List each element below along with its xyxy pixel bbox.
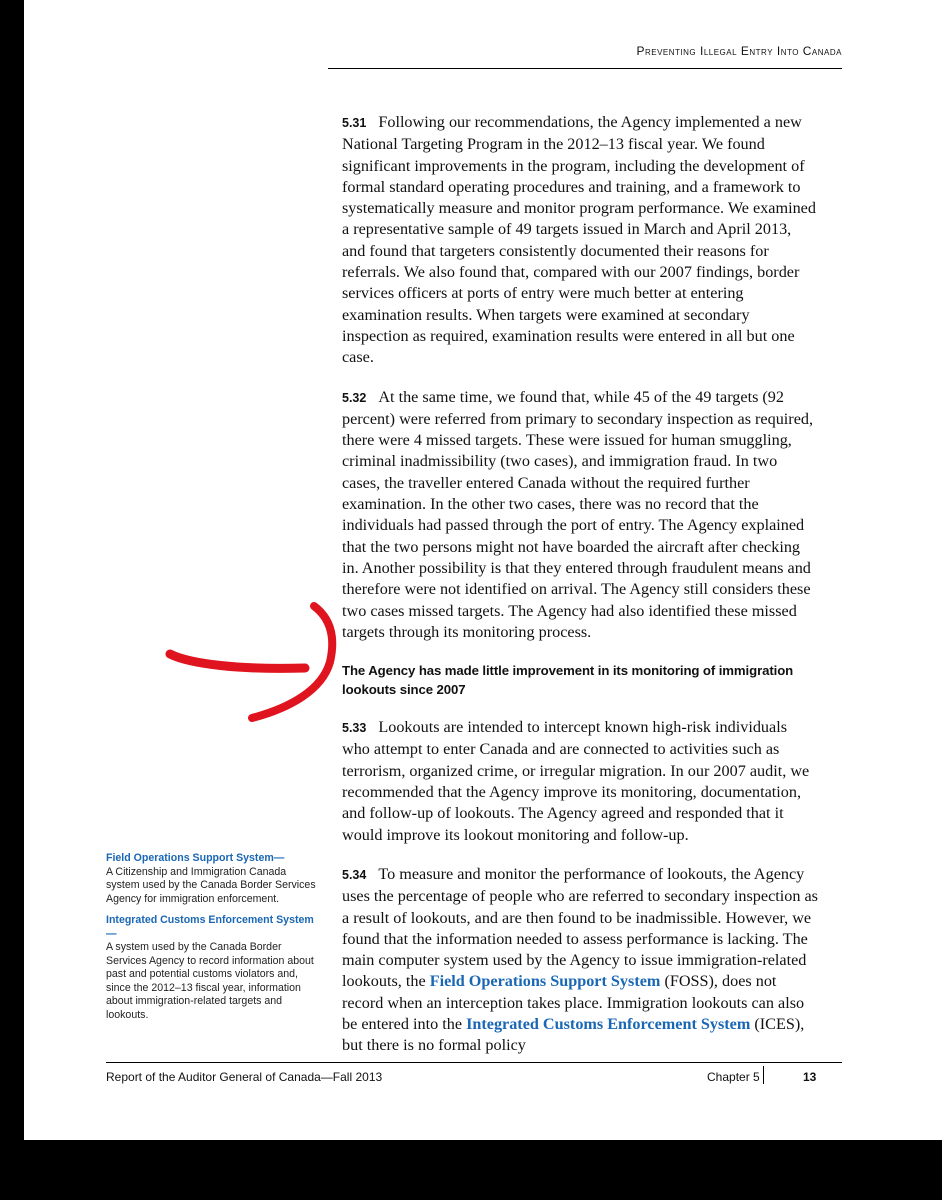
footer-chapter: Chapter 5 <box>707 1070 760 1084</box>
paragraph-5-33 <box>342 717 818 846</box>
paragraph-text: Following our recommendations, the Agency implemented a new National Targeting Program in the 2012–13 fiscal year. We found significant improvements in the program, including the development of formal standard operating procedures and training, and a framework to systematically measure and monitor program performance. We examined a representative sample of 49 targets issued in March and April 2013, and found that targeters consistently documented their reasons for referrals. We also found that, compared with our 2007 findings, border services officers at ports of entry were much better at entering examination results. When targets were examined at secondary inspection as required, examination results were entered in all but one case. <box>342 113 816 367</box>
glossary-entry-foss <box>106 852 316 906</box>
footer-report-title: Report of the Auditor General of Canada—Fall 2013 <box>106 1070 383 1084</box>
footer-rule <box>106 1062 842 1063</box>
glossary-entry-ices <box>106 914 316 1022</box>
running-header: Preventing Illegal Entry Into Canada <box>636 44 842 58</box>
paragraph-text: To measure and monitor the performance of lookouts, the Agency uses the percentage of people who are referred to secondary inspection as a result of lookouts, and are then found to be inadmissible. However, we found that the information needed to assess performance is lacking. The main computer system used by the Agency to issue immigration-related lookouts, the <box>342 864 818 991</box>
glossary-sidebar <box>106 852 316 1030</box>
main-text <box>342 112 818 1075</box>
glossary-entry-definition: A Citizenship and Immigration Canada system used by the Canada Border Services Agency for immigration enforcement. <box>106 865 316 905</box>
paragraph-5-32 <box>342 387 818 644</box>
glossary-term-ices[interactable]: Integrated Customs Enforcement System <box>466 1014 751 1033</box>
paragraph-text: Lookouts are intended to intercept known high-risk individuals who attempt to enter Canada and are connected to activities such as terrorism, organized crime, or irregular migration. In our 2007 audit, we recommended that the Agency improve its monitoring, documentation, and follow-up of lookouts. The Agency agreed and responded that it would improve its lookout monitoring and follow-up. <box>342 718 810 844</box>
page-number: 13 <box>803 1070 817 1084</box>
glossary-entry-term: Field Operations Support System— <box>106 852 285 864</box>
paragraph-text: (ICES), but there is no formal policy <box>342 1014 805 1055</box>
section-heading: The Agency has made little improvement in its monitoring of immigration lookouts since 2007 <box>342 663 794 698</box>
paragraph-number: 5.31 <box>342 116 367 130</box>
paragraph-text: At the same time, we found that, while 45 of the 49 targets (92 percent) were referred from primary to secondary inspection as required, there were 4 missed targets. These were issued for human smuggling, criminal inadmissibility (two cases), and immigration fraud. In two cases, the traveller entered Canada without the required further examination. In the other two cases, there was no record that the individuals had passed through the port of entry. The Agency explained that the two persons might not have boarded the aircraft after checking in. Another possibility is that they entered through fraudulent means and therefore were not identified on arrival. The Agency still considers these two cases missed targets. The Agency had also identified these missed targets through its monitoring process. <box>342 387 814 641</box>
glossary-term-foss[interactable]: Field Operations Support System <box>429 972 661 991</box>
header-rule <box>328 68 842 69</box>
paragraph-number: 5.34 <box>342 867 367 882</box>
paragraph-5-31 <box>342 112 818 369</box>
paragraph-text: (FOSS), does not record when an interception takes place. Immigration lookouts can also be entered into the <box>342 972 805 1033</box>
footer-separator <box>763 1066 764 1084</box>
glossary-entry-definition: A system used by the Canada Border Services Agency to record information about past and potential customs violators and, since the 2012–13 fiscal year, information about immigration-related targets and lookouts. <box>106 941 314 1021</box>
paragraph-5-34 <box>342 864 818 1057</box>
paragraph-number: 5.32 <box>342 390 367 405</box>
glossary-entry-term: Integrated Customs Enforcement System— <box>106 914 314 940</box>
paragraph-number: 5.33 <box>342 721 367 736</box>
